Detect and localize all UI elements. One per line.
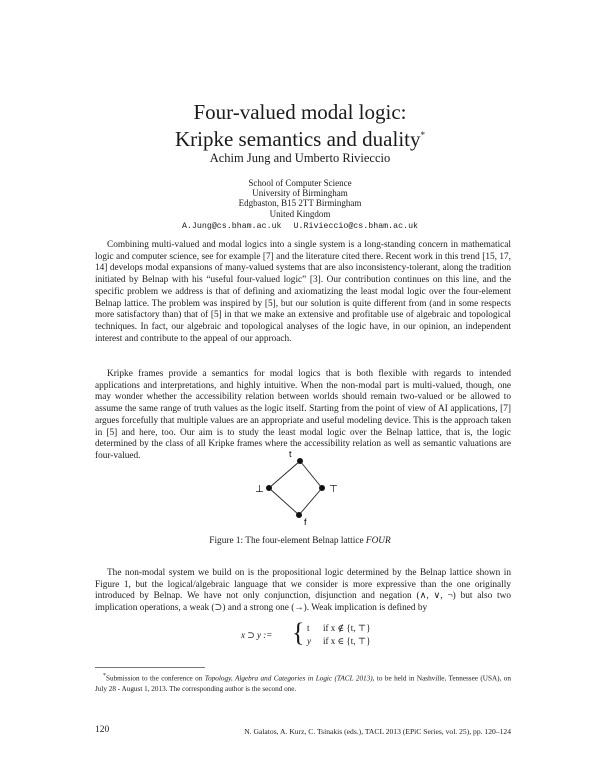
lattice-node-right	[319, 485, 325, 491]
node-label-bottom-element: ⊥	[255, 484, 264, 495]
title-line-2	[0, 124, 600, 151]
formula-case-2-condition: if x ∈ {t, ⊤}	[323, 636, 371, 646]
weak-implication-definition	[241, 618, 381, 648]
title-footnote-mark: *	[420, 130, 426, 140]
node-label-f: f	[304, 517, 307, 527]
footnote-text-end: , to be held in Nashville, Tennessee (USA), on July 28 - August 1, 2013. The corresponding author is the second one.	[95, 674, 511, 693]
lattice-node-bottom	[296, 512, 302, 518]
formula-brace: {	[292, 618, 305, 647]
page-number: 120	[95, 725, 110, 735]
formula-case-1-condition: if x ∉ {t, ⊤}	[323, 623, 371, 633]
affiliation	[0, 178, 600, 219]
footnote-mark: *	[103, 673, 106, 679]
body-paragraph: Kripke frames provide a semantics for modal logics that is both flexible with regards to intended applications and interpretations, and highly intuitive. When the non-modal part is multi-valued, though, one may wonder whether the accessibility relation between worlds should remain two-valued or be allowed to assume the same range of truth values as the logic itself. Starting from the point of view of AI applications, [7] argues forcefully that multiple values are an appropriate and useful modeling device. This is the approach taken in [5] and here, too. Our aim is to study the least modal logic over the Belnap lattice, that is, the logic determined by the class of all Kripke frames where the accessibility relation as well as semantic valuations are four-valued.	[95, 369, 511, 461]
author-emails	[0, 222, 600, 231]
affiliation-line: Edgbaston, B15 2TT Birmingham	[238, 198, 362, 209]
formula-case-2-value: y	[307, 636, 311, 646]
affiliation-line: University of Birmingham	[252, 188, 348, 199]
figure-caption-name: FOUR	[365, 536, 391, 546]
paper-title	[0, 101, 600, 151]
figure-caption	[0, 536, 600, 546]
footnote-divider	[95, 667, 205, 668]
affiliation-line: School of Computer Science	[248, 178, 352, 188]
lattice-node-left	[266, 485, 272, 491]
node-label-t: t	[289, 449, 292, 459]
title-line-1: Four-valued modal logic:	[193, 100, 407, 124]
footnote-text: Submission to the conference on	[106, 674, 205, 683]
lattice-edge	[300, 461, 322, 488]
title-line-2-text: Kripke semantics and duality	[174, 127, 421, 151]
footnote	[95, 671, 511, 694]
affiliation-line: United Kingdom	[269, 208, 331, 219]
node-label-top-element: ⊤	[329, 484, 338, 495]
lattice-edge	[269, 488, 299, 515]
email-link[interactable]: A.Jung@cs.bham.ac.uk	[181, 222, 282, 231]
figure-caption-text: Figure 1: The four-element Belnap lattice	[209, 536, 364, 546]
running-footer: N. Galatos, A. Kurz, C. Tsinakis (eds.), TACL 2013 (EPiC Series, vol. 25), pp. 120–124	[244, 727, 511, 736]
lattice-node-top	[297, 458, 303, 464]
formula-case-1-value: t	[307, 623, 310, 633]
body-paragraph: Combining multi-valued and modal logics into a single system is a long-standing concern in mathematical logic and computer science, see for example [7] and the literature cited there. Recent work in this trend [15, 17, 14] develops modal expansions of many-valued systems that are also inconsistency-tolerant, along the tradition initiated by Belnap with his “useful four-valued logic” [3]. Our contribution continues on this line, and the specific problem we address is that of defining and axiomatizing the least modal logic over the four-element Belnap lattice. The problem was inspired by [5], but our solution is quite different from (and in some respects more satisfactory than) that of [5] in that we make an extensive and profitable use of algebraic and topological techniques. In fact, our algebraic and topological analyses of the logic have, in our opinion, an independent interest and contribute to the appeal of our approach.	[95, 240, 511, 344]
footnote-venue: Topology, Algebra and Categories in Logic (TACL 2013)	[204, 674, 373, 683]
email-link[interactable]: U.Rivieccio@cs.bham.ac.uk	[293, 222, 419, 231]
authors: Achim Jung and Umberto Rivieccio	[209, 151, 391, 165]
formula-lhs: x ⊃ y :=	[241, 630, 273, 640]
belnap-lattice-diagram	[248, 447, 352, 529]
lattice-edge	[299, 488, 322, 515]
lattice-edge	[269, 461, 300, 488]
body-paragraph: The non-modal system we build on is the propositional logic determined by the Belnap lattice shown in Figure 1, but the logical/algebraic language that we consider is more expressive than the one originally introduced by Belnap. We have not only conjunction, disjunction and negation (∧, ∨, ¬) but also two implication operations, a weak (⊃) and a strong one (→). Weak implication is defined by	[95, 568, 511, 614]
